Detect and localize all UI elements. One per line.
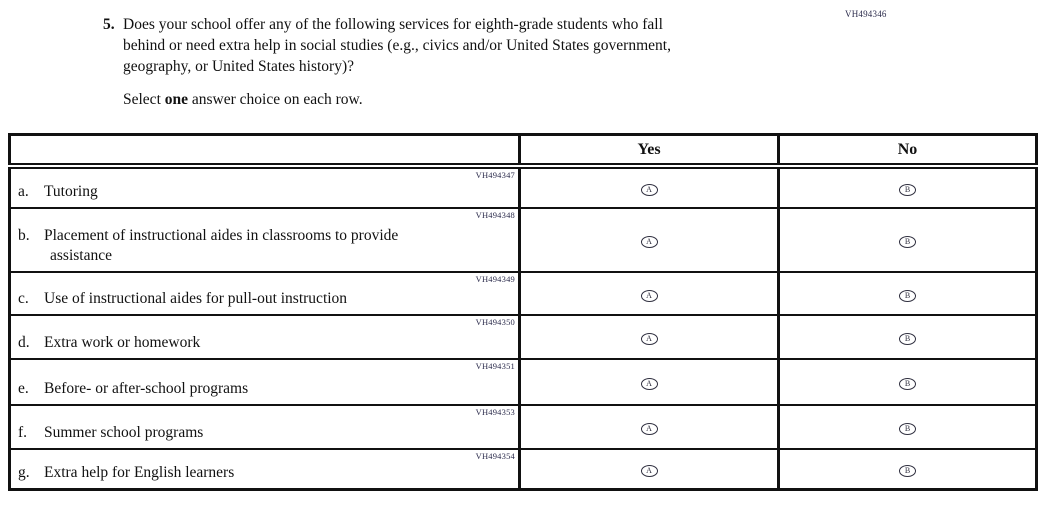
row-label: e. Before- or after-school programs — [18, 380, 249, 397]
answer-bubble-yes[interactable]: A — [641, 236, 658, 248]
no-cell — [779, 208, 1037, 272]
question-text — [123, 14, 671, 77]
table-row-a — [10, 166, 1037, 208]
question-text-line: Does your school offer any of the following services for eighth-grade students who fall — [123, 16, 663, 33]
row-label: f. Summer school programs — [18, 424, 204, 441]
row-accession-code: VH494354 — [475, 451, 515, 461]
answer-bubble-no[interactable]: B — [899, 423, 916, 435]
answer-bubble-no[interactable]: B — [899, 290, 916, 302]
table-row-c — [10, 272, 1037, 315]
answer-bubble-no[interactable]: B — [899, 378, 916, 390]
yes-cell — [520, 166, 779, 208]
row-label: d. Extra work or homework — [18, 334, 201, 351]
yes-cell — [520, 272, 779, 315]
yes-cell — [520, 208, 779, 272]
yes-cell — [520, 449, 779, 489]
no-cell — [779, 449, 1037, 489]
row-label: a. Tutoring — [18, 183, 98, 200]
answer-bubble-no[interactable]: B — [899, 236, 916, 248]
no-cell — [779, 405, 1037, 449]
yes-cell — [520, 315, 779, 359]
question-accession-code: VH494346 — [845, 9, 887, 19]
row-label-cell — [10, 315, 520, 359]
row-label-cell — [10, 272, 520, 315]
answer-bubble-no[interactable]: B — [899, 184, 916, 196]
question-instruction: Select one answer choice on each row. — [123, 91, 363, 108]
answer-grid — [8, 133, 1038, 491]
row-accession-code: VH494349 — [475, 274, 515, 284]
question-block — [103, 14, 843, 110]
row-label-cell — [10, 449, 520, 489]
table-row-b — [10, 208, 1037, 272]
question-number: 5. — [103, 16, 115, 33]
no-cell — [779, 359, 1037, 405]
answer-bubble-yes[interactable]: A — [641, 184, 658, 196]
header-row — [10, 135, 1037, 167]
table-row-g — [10, 449, 1037, 489]
row-label-cell — [10, 359, 520, 405]
answer-bubble-yes[interactable]: A — [641, 290, 658, 302]
row-label-cell — [10, 405, 520, 449]
row-label: g. Extra help for English learners — [18, 463, 235, 481]
answer-bubble-no[interactable]: B — [899, 465, 916, 477]
column-header-yes: Yes — [520, 135, 779, 167]
no-cell — [779, 272, 1037, 315]
table-row-f — [10, 405, 1037, 449]
row-label: b. Placement of instructional aides in classrooms to provide assistance — [18, 227, 399, 264]
row-accession-code: VH494353 — [475, 407, 515, 417]
column-header-no: No — [779, 135, 1037, 167]
table-row-e — [10, 359, 1037, 405]
answer-bubble-no[interactable]: B — [899, 333, 916, 345]
yes-cell — [520, 405, 779, 449]
empty-header-cell — [10, 135, 520, 167]
row-accession-code: VH494347 — [475, 170, 515, 180]
row-accession-code: VH494348 — [475, 210, 515, 220]
row-label: c. Use of instructional aides for pull-out instruction — [18, 290, 348, 307]
table-row-d — [10, 315, 1037, 359]
question-text-line: geography, or United States history)? — [123, 58, 355, 75]
no-cell — [779, 166, 1037, 208]
row-accession-code: VH494351 — [475, 361, 515, 371]
answer-bubble-yes[interactable]: A — [641, 465, 658, 477]
answer-bubble-yes[interactable]: A — [641, 333, 658, 345]
answer-bubble-yes[interactable]: A — [641, 378, 658, 390]
row-accession-code: VH494350 — [475, 317, 515, 327]
yes-cell — [520, 359, 779, 405]
answer-bubble-yes[interactable]: A — [641, 423, 658, 435]
question-text-line: behind or need extra help in social studies (e.g., civics and/or United States government, — [123, 37, 671, 54]
row-label-cell — [10, 166, 520, 208]
no-cell — [779, 315, 1037, 359]
row-label-cell — [10, 208, 520, 272]
